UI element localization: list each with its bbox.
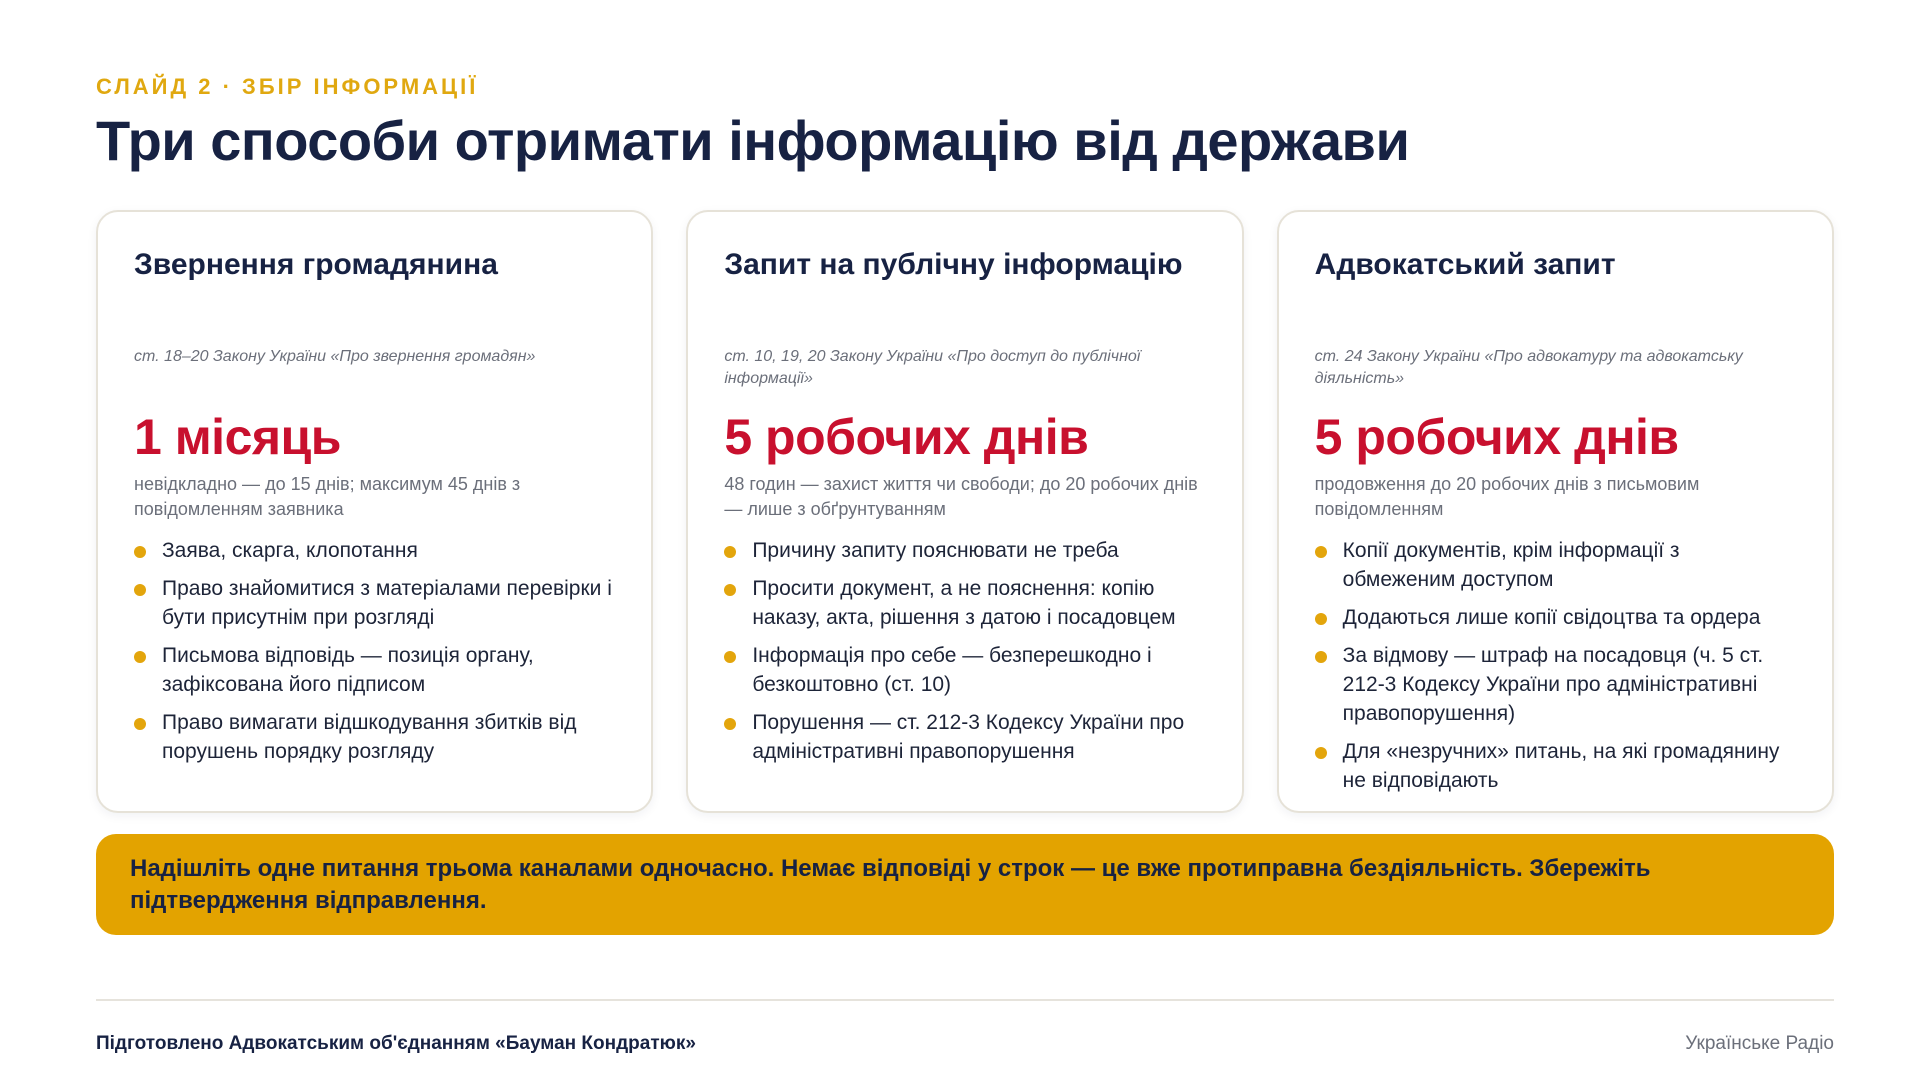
card-term-note: невідкладно — до 15 днів; максимум 45 днів з повідомленням заявника: [134, 474, 521, 519]
card-public-info-request: [686, 210, 1243, 813]
list-item-text: Для «незручних» питань, на які громадянину не відповідають: [1342, 740, 1780, 792]
card-bullet-list: [134, 536, 615, 766]
slide-kicker: СЛАЙД 2 · ЗБІР ІНФОРМАЦІЇ: [96, 74, 479, 99]
bullet-dot-icon: [1315, 651, 1327, 663]
card-citizen-appeal: [96, 210, 653, 813]
bullet-dot-icon: [134, 584, 146, 596]
card-lawyer-request: [1277, 210, 1834, 813]
list-item-text: Інформація про себе — безперешкодно і безкоштовно (ст. 10): [752, 644, 1152, 696]
list-item-text: Просити документ, а не пояснення: копію наказу, акта, рішення з датою і посадовцем: [752, 577, 1176, 629]
bullet-dot-icon: [1315, 546, 1327, 558]
bullet-dot-icon: [724, 546, 736, 558]
list-item: [724, 536, 1205, 565]
card-term-note: продовження до 20 робочих днів з письмовим повідомленням: [1314, 474, 1700, 519]
card-title: Звернення громадянина: [134, 248, 498, 281]
list-item: [134, 536, 615, 565]
bullet-dot-icon: [134, 651, 146, 663]
list-item: [134, 574, 615, 632]
card-law-reference: ст. 24 Закону України «Про адвокатуру та адвокатську діяльність»: [1314, 348, 1743, 387]
bullet-dot-icon: [134, 718, 146, 730]
card-title: Адвокатський запит: [1314, 248, 1616, 281]
bullet-dot-icon: [724, 718, 736, 730]
list-item: [724, 574, 1205, 632]
bullet-dot-icon: [134, 546, 146, 558]
list-item: [1315, 603, 1796, 632]
footer-credit: Підготовлено Адвокатським об'єднанням «Бауман Кондратюк»: [96, 1033, 696, 1054]
bullet-dot-icon: [724, 584, 736, 596]
bullet-dot-icon: [1315, 613, 1327, 625]
list-item: [1315, 536, 1796, 594]
card-term: 5 робочих днів: [724, 409, 1089, 465]
card-bullet-list: [1315, 536, 1796, 795]
card-term-note: 48 годин — захист життя чи свободи; до 20 робочих днів — лише з обґрунтуванням: [724, 474, 1198, 519]
card-term: 1 місяць: [134, 409, 342, 465]
list-item: [724, 708, 1205, 766]
list-item-text: Порушення — ст. 212-3 Кодексу України про адміністративні правопорушення: [752, 711, 1185, 763]
list-item-text: За відмову — штраф на посадовця (ч. 5 ст. 212-3 Кодексу України про адміністративні правопорушення): [1342, 644, 1764, 725]
list-item-text: Право знайомитися з матеріалами перевірки і бути присутнім при розгляді: [162, 577, 612, 629]
list-item-text: Заява, скарга, клопотання: [162, 539, 418, 562]
footer-divider: [96, 999, 1834, 1001]
card-term: 5 робочих днів: [1314, 409, 1679, 465]
cards-row: [96, 210, 1834, 813]
bullet-dot-icon: [724, 651, 736, 663]
card-bullet-list: [724, 536, 1205, 766]
list-item-text: Копії документів, крім інформації з обмеженим доступом: [1342, 539, 1680, 591]
list-item: [1315, 737, 1796, 795]
card-law-reference: ст. 18–20 Закону України «Про звернення громадян»: [134, 348, 536, 365]
card-law-reference: ст. 10, 19, 20 Закону України «Про доступ до публічної інформації»: [724, 348, 1141, 387]
list-item: [724, 641, 1205, 699]
list-item: [1315, 641, 1796, 728]
footer-brand: Українське Радіо: [1685, 1033, 1834, 1054]
list-item-text: Право вимагати відшкодування збитків від порушень порядку розгляду: [162, 711, 577, 763]
list-item: [134, 641, 615, 699]
card-title: Запит на публічну інформацію: [724, 248, 1183, 281]
slide-title: Три способи отримати інформацію від держави: [96, 109, 1410, 172]
list-item-text: Додаються лише копії свідоцтва та ордера: [1342, 606, 1761, 629]
list-item-text: Письмова відповідь — позиція органу, зафіксована його підписом: [162, 644, 534, 696]
callout-banner: Надішліть одне питання трьома каналами одночасно. Немає відповіді у строк — це вже протиправна бездіяльність. Збережіть підтвердження відправлення.: [96, 834, 1834, 935]
list-item: [134, 708, 615, 766]
bullet-dot-icon: [1315, 747, 1327, 759]
list-item-text: Причину запиту пояснювати не треба: [752, 539, 1119, 562]
